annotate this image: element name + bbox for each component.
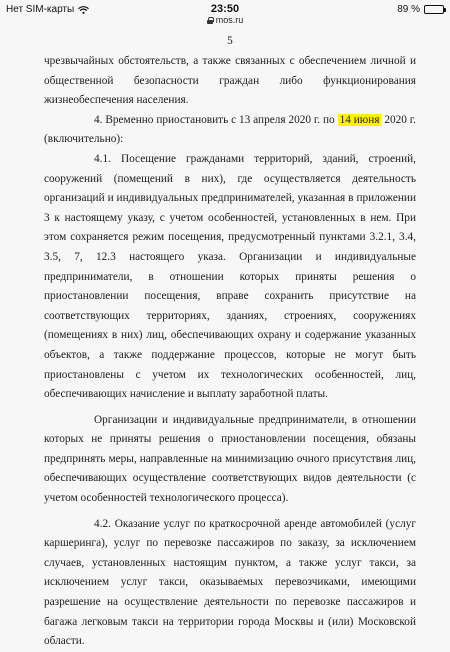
paragraph-4-text-start: 4. Временно приостановить с 13 апреля 2020 г. по — [94, 113, 338, 126]
address-bar[interactable] — [0, 14, 450, 26]
battery-icon — [424, 5, 444, 14]
paragraph-continued: чрезвычайных обстоятельств, а также связанных с обеспечением личной и общественной безопасности граждан либо функционирования жизнеобеспечения населения. — [44, 55, 416, 107]
paragraph-4 — [44, 111, 416, 150]
battery-percent: 89 % — [397, 4, 420, 15]
lock-icon — [207, 17, 213, 24]
carrier-label: Нет SIM-карты — [6, 4, 75, 15]
url-text[interactable]: mos.ru — [215, 15, 244, 25]
page-number: 5 — [227, 35, 233, 47]
paragraph-4-2: 4.2. Оказание услуг по краткосрочной аренде автомобилей (услуг каршеринга), услуг по перевозке пассажиров по заказу, за исключением случаев, установленных настоящим пунктом, а также услуг такси, за исключением услуг такси, оказываемых перевозчиками, имеющими разрешение на осуществление деятельности по перевозке пассажиров и багажа легковым такси на территории города Москвы и (или) Московской области. — [44, 517, 416, 648]
paragraph-4-text-end: 2020 г. (включительно): — [44, 113, 416, 146]
highlighted-date: 14 июня — [339, 113, 380, 126]
document-page — [44, 30, 416, 648]
paragraph-4-1-continued: Организации и индивидуальные предприниматели, в отношении которых не приняты решения о приостановлении посещения, обязаны предпринять меры, направленные на минимизацию очного присутствия лиц, обеспечивающих осуществление соответствующих видов деятельности (с учетом особенностей технологического процесса). — [44, 413, 416, 505]
clock: 23:50 — [210, 3, 240, 15]
paragraph-4-1: 4.1. Посещение гражданами территорий, зданий, строений, сооружений (помещений в них), где осуществляется деятельность организаций и индивидуальных предпринимателей, указанная в приложении 3 к настоящему указу, с учетом особенностей, установленных в нем. При этом сохраняется режим посещения, предусмотренный пунктами 3.2.1, 3.4, 3.5, 7, 12.3 настоящего указа. Организации и индивидуальные предприниматели, в отношении которых приняты решения о приостановлении посещения, вправе сохранить присутствие на соответствующих территориях, зданиях, строениях, сооружениях (помещениях в них) лиц, обеспечивающих охрану и содержание указанных объектов, а также поддержание процессов, которые не могут быть приостановлены с учетом их технологических особенностей, лиц, обеспечивающих начисление и выплату заработной платы. — [44, 152, 416, 401]
